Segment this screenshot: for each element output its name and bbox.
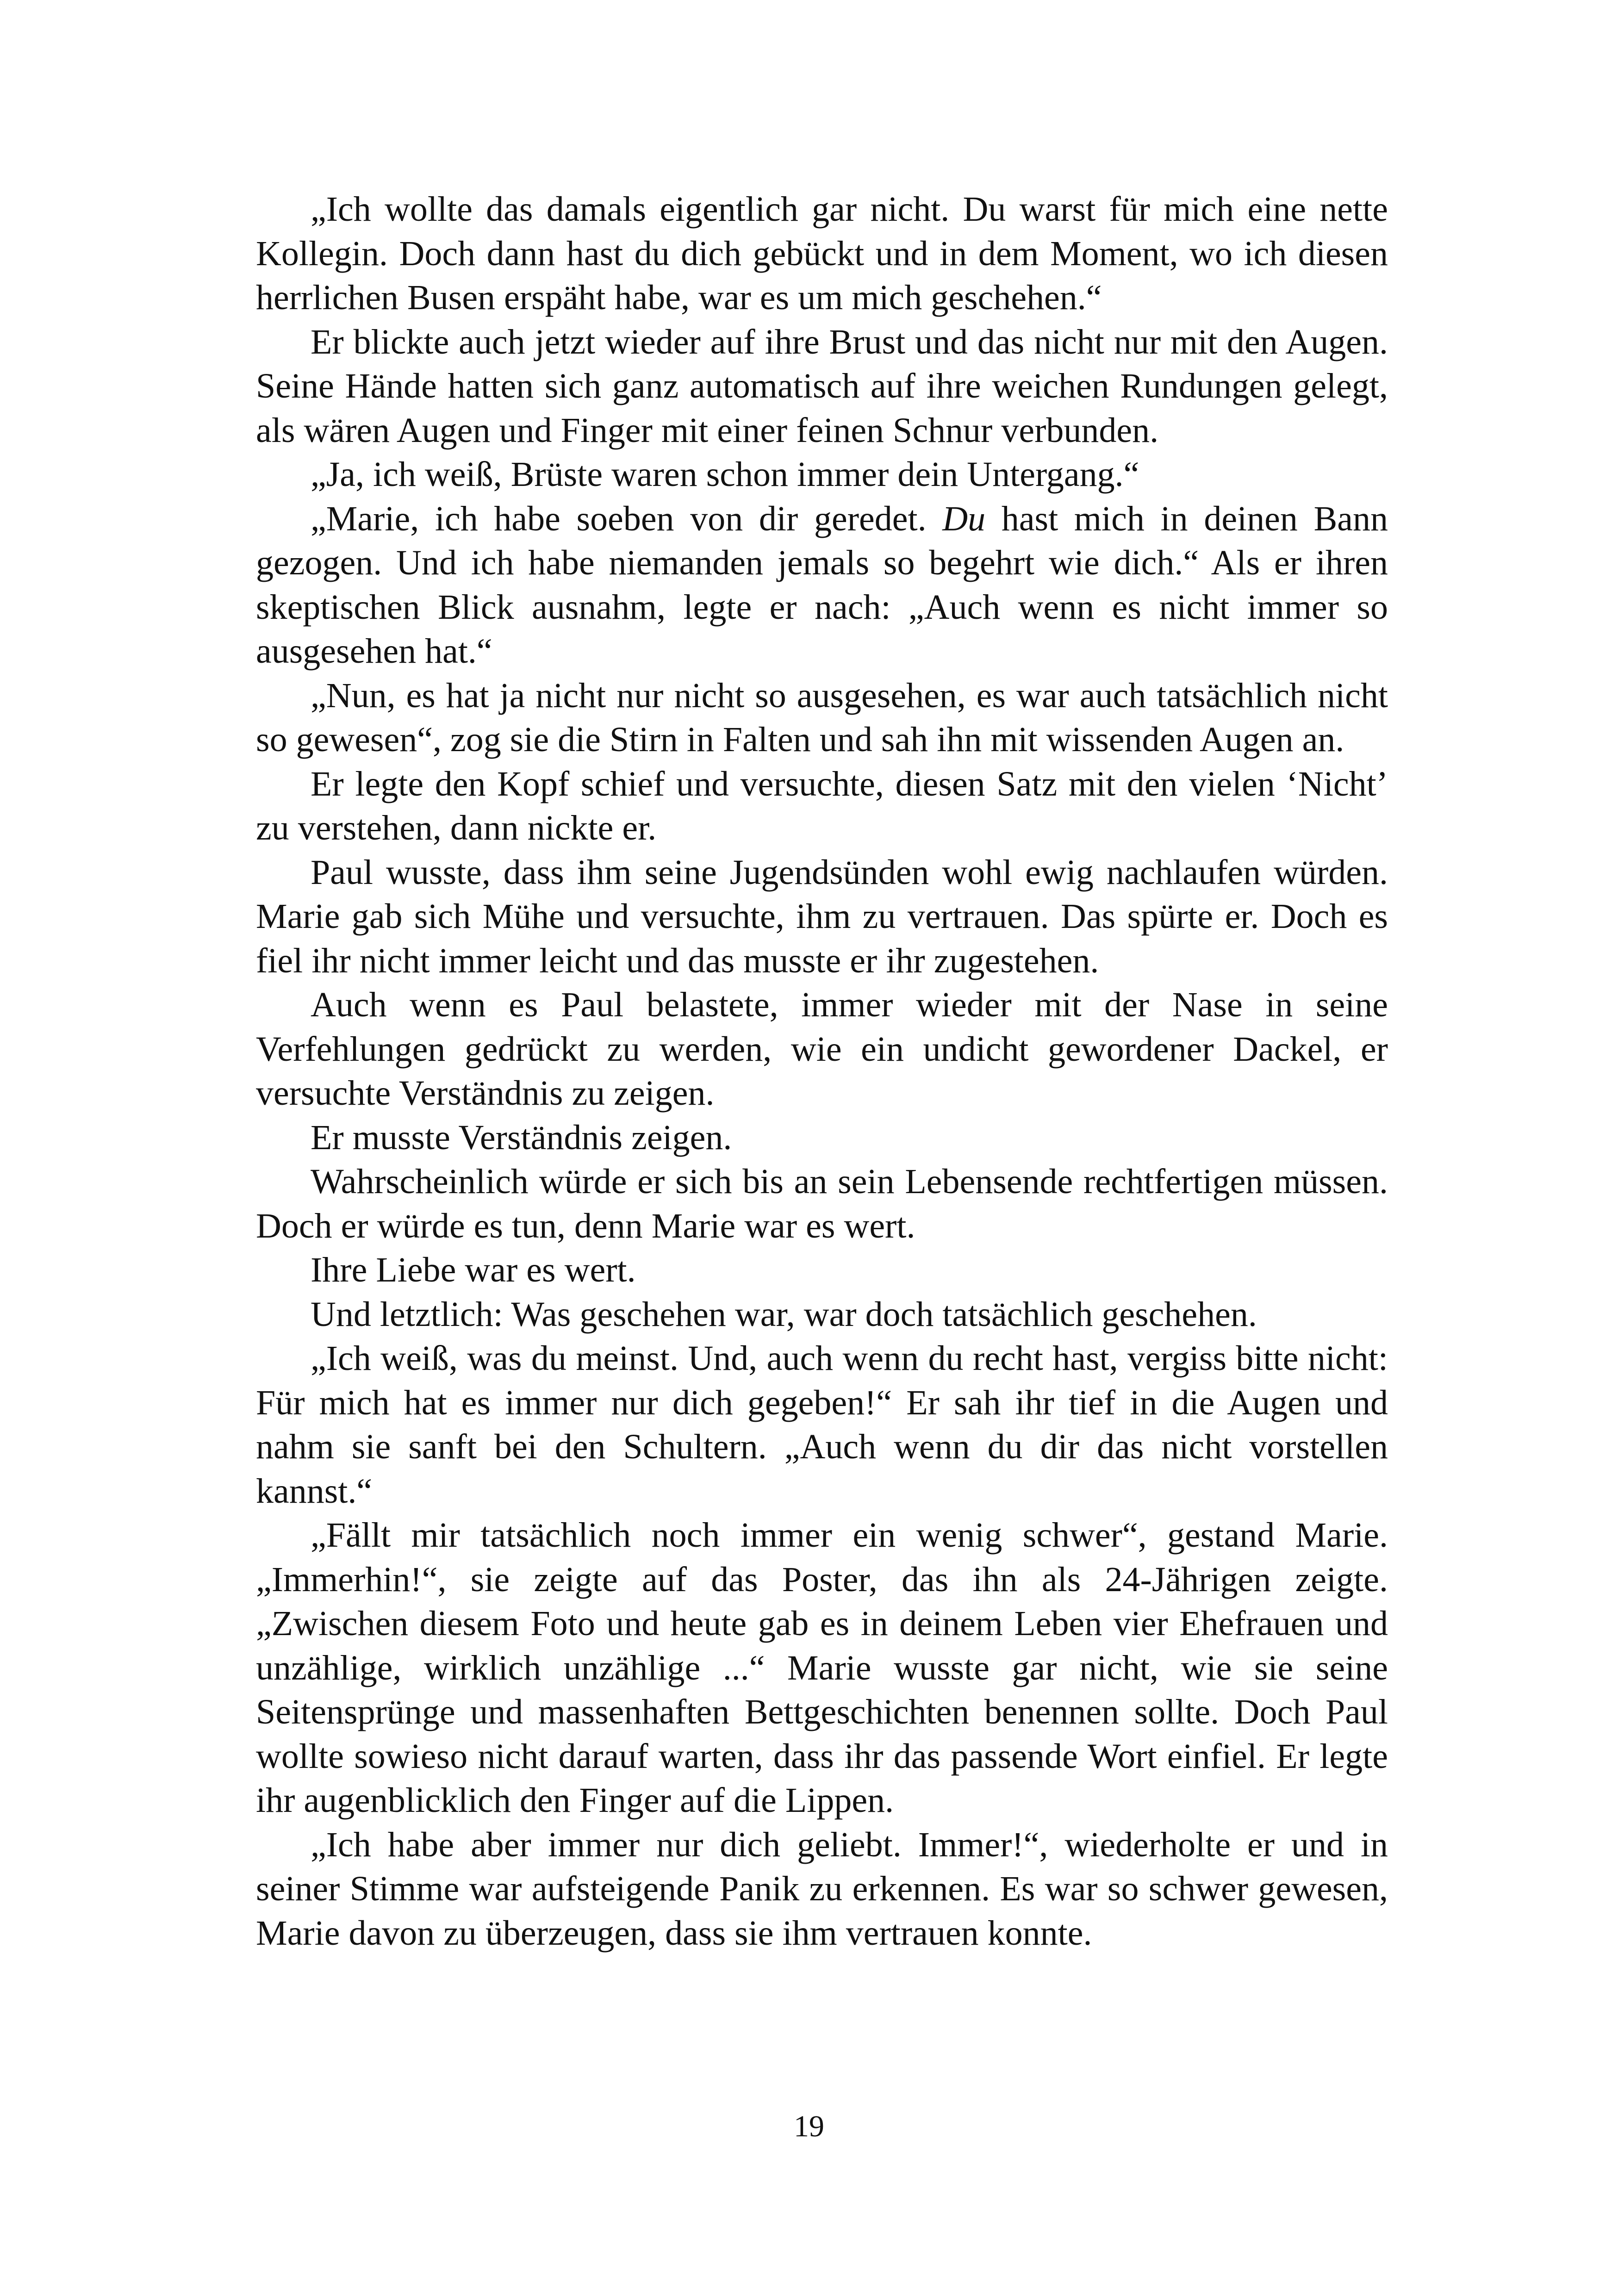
paragraph: „Fällt mir tatsächlich noch immer ein wenig schwer“, gestand Marie. „Immerhin!“, sie zeigte auf das Poster, das ihn als 24-Jährigen zeigte. „Zwischen diesem Foto und heute gab es in deinem Leben vier Ehefrauen und unzählige, wirklich unzählige ...“ Marie wusste gar nicht, wie sie seine Seitensprünge und massenhaften Bettgeschichten benennen sollte. Doch Paul wollte sowieso nicht darauf warten, dass ihr das passende Wort einfiel. Er legte ihr augenblicklich den Finger auf die Lippen. — [256, 1516, 1388, 1820]
paragraph: „Ich weiß, was du meinst. Und, auch wenn du recht hast, vergiss bitte nicht: Für mich hat es immer nur dich gegeben!“ Er sah ihr tief in die Augen und nahm sie sanft bei den Schultern. „Auch wenn du dir das nicht vorstellen kannst.“ — [256, 1339, 1388, 1511]
paragraph: Er musste Verständnis zeigen. — [311, 1118, 732, 1157]
paragraph: Er blickte auch jetzt wieder auf ihre Brust und das nicht nur mit den Augen. Seine Hände hatten sich ganz automatisch auf ihre weichen Rundungen gelegt, als wären Augen und Finger mit einer feinen Schnur verbunden. — [256, 322, 1388, 450]
paragraph — [256, 497, 1388, 674]
paragraph: „Ich habe aber immer nur dich geliebt. Immer!“, wiederholte er und in seiner Stimme war aufsteigende Panik zu erkennen. Es war so schwer gewesen, Marie davon zu überzeugen, dass sie ihm vertrauen konnte. — [256, 1825, 1388, 1953]
paragraph: Ihre Liebe war es wert. — [311, 1251, 636, 1289]
paragraph: Wahrscheinlich würde er sich bis an sein Lebensende rechtfertigen müssen. Doch er würde es tun, denn Marie war es wert. — [256, 1162, 1388, 1245]
emphasized-word: Du — [942, 499, 986, 538]
paragraph-text: „Marie, ich habe soeben von dir geredet. — [311, 499, 943, 538]
paragraph: Paul wusste, dass ihm seine Jugendsünden wohl ewig nachlaufen würden. Marie gab sich Mühe und versuchte, ihm zu vertrauen. Das spürte er. Doch es fiel ihr nicht immer leicht und das musste er ihr zugestehen. — [256, 852, 1388, 980]
paragraph-text: hast mich in deinen Bann gezogen. Und ich habe niemanden jemals so begehrt wie dich.“ Als er ihren skeptischen Blick ausnahm, legte er nach: „Auch wenn es nicht immer so ausgesehen hat.“ — [256, 499, 1388, 671]
page-number: 19 — [794, 2109, 824, 2143]
paragraph: „Nun, es hat ja nicht nur nicht so ausgesehen, es war auch tatsächlich nicht so gewesen“, zog sie die Stirn in Falten und sah ihn mit wissenden Augen an. — [256, 676, 1388, 759]
body-text — [256, 187, 1388, 1955]
paragraph: „Ja, ich weiß, Brüste waren schon immer dein Untergang.“ — [311, 455, 1139, 494]
paragraph: Auch wenn es Paul belastete, immer wieder mit der Nase in seine Verfehlungen gedrückt zu werden, wie ein undicht gewordener Dackel, er versuchte Verständnis zu zeigen. — [256, 985, 1388, 1113]
paragraph: Er legte den Kopf schief und versuchte, diesen Satz mit den vielen ‘Nicht’ zu verstehen, dann nickte er. — [256, 764, 1388, 847]
paragraph: „Ich wollte das damals eigentlich gar nicht. Du warst für mich eine nette Kollegin. Doch dann hast du dich gebückt und in dem Moment, wo ich diesen herrlichen Busen erspäht habe, war es um mich geschehen.“ — [256, 190, 1388, 317]
paragraph: Und letztlich: Was geschehen war, war doch tatsächlich geschehen. — [311, 1294, 1257, 1334]
